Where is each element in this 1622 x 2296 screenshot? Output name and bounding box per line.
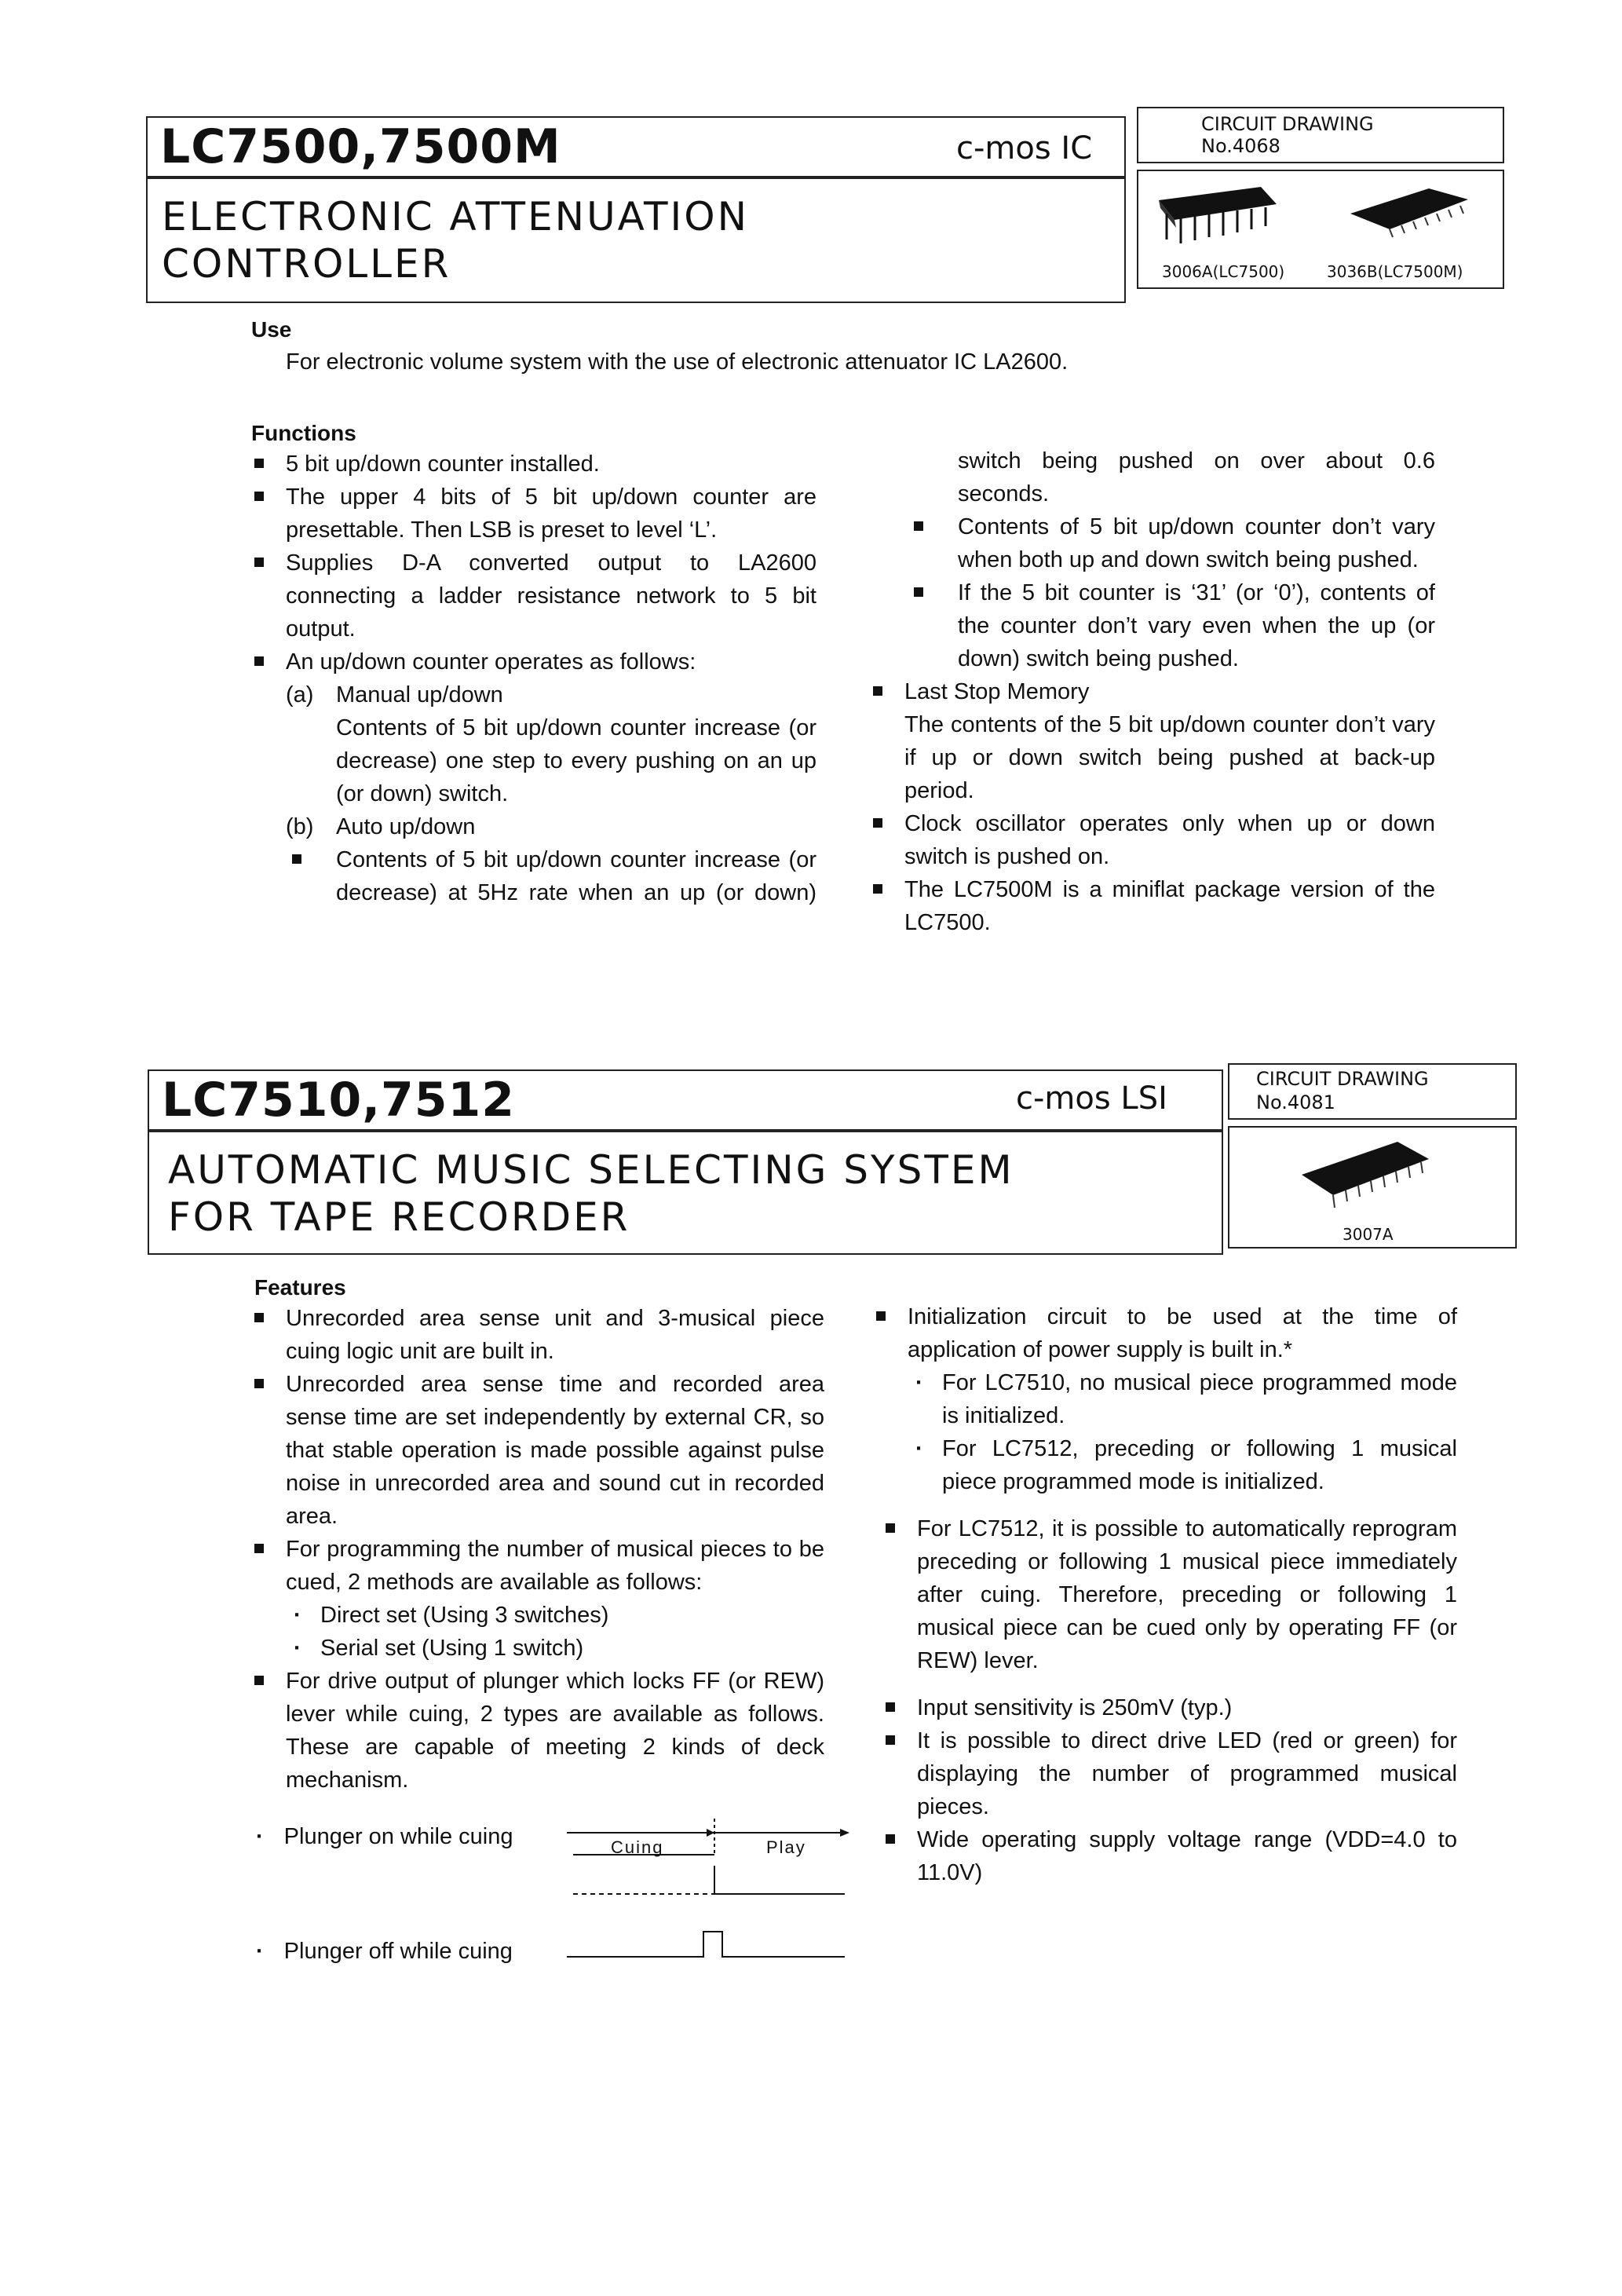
s2-feat-8: It is possible to direct drive LED (red or green) for displaying the number of programmed musical pieces. bbox=[882, 1724, 1457, 1823]
s2-feat-5-sub-1 bbox=[908, 1366, 1457, 1432]
plunger-off-text: Plunger off while cuing bbox=[283, 1939, 513, 1964]
s2-feat-1: Unrecorded area sense unit and 3-musical piece cuing logic unit are built in. bbox=[251, 1302, 824, 1368]
s1-subtitle-2: CONTROLLER bbox=[162, 241, 451, 287]
s1-pkg-1: 3006A(LC7500) bbox=[1162, 262, 1285, 281]
s1-pkg-2: 3036B(LC7500M) bbox=[1327, 262, 1463, 281]
plunger-timing-diagram bbox=[565, 1806, 856, 1967]
s2-pkg: 3007A bbox=[1343, 1225, 1394, 1244]
s2-right-column bbox=[873, 1300, 1457, 1889]
play-label: Play bbox=[766, 1837, 806, 1857]
s1-func-b-item-1: Contents of 5 bit up/down counter increase (or decrease) at 5Hz rate when an up (or down) bbox=[336, 847, 816, 905]
s2-feat-3-sub-1-text: Direct set (Using 3 switches) bbox=[320, 1603, 609, 1628]
s2-feat-3-sub-1 bbox=[286, 1599, 824, 1632]
s1-func-2: The upper 4 bits of 5 bit up/down counter are presettable. Then LSB is preset to level ‘L’. bbox=[251, 481, 816, 547]
s2-feat-5-sub-2 bbox=[908, 1432, 1457, 1498]
s2-type: c-mos LSI bbox=[1016, 1080, 1167, 1117]
s1-func-a-title: Manual up/down bbox=[336, 682, 503, 707]
s1-use-text: For electronic volume system with the use of electronic attenuator IC LA2600. bbox=[286, 349, 1069, 375]
s1-func-b-item-1-wrap bbox=[251, 843, 816, 909]
s1-circuit-drawing: CIRCUIT DRAWING bbox=[1201, 113, 1374, 135]
s1-func-b-title: Auto up/down bbox=[336, 814, 476, 839]
plunger-off-dot: · bbox=[256, 1939, 264, 1964]
s1-drawing-no: No.4068 bbox=[1201, 135, 1280, 157]
s1-func-4: An up/down counter operates as follows: bbox=[251, 645, 816, 678]
s1-func-7: The LC7500M is a miniflat package version of the LC7500. bbox=[870, 873, 1435, 939]
s2-feat-7: Input sensitivity is 250mV (typ.) bbox=[882, 1691, 1457, 1724]
s2-subtitle-2: FOR TAPE RECORDER bbox=[168, 1194, 630, 1240]
s1-func-b-item-3-wrap bbox=[870, 576, 1435, 675]
plunger-on-label bbox=[256, 1820, 513, 1853]
s1-func-b-item-2-wrap bbox=[870, 510, 1435, 576]
cuing-label: Cuing bbox=[611, 1837, 664, 1857]
s1-func-6: Clock oscillator operates only when up or down switch is pushed on. bbox=[870, 807, 1435, 873]
s1-func-b bbox=[251, 810, 816, 843]
s2-feat-5: Initialization circuit to be used at the time of application of power supply is built in.* bbox=[873, 1300, 1457, 1366]
s1-functions-heading: Functions bbox=[251, 421, 356, 445]
s2-subtitle-1: AUTOMATIC MUSIC SELECTING SYSTEM bbox=[168, 1147, 1014, 1193]
s1-right-column bbox=[870, 444, 1435, 939]
plunger-on-text: Plunger on while cuing bbox=[283, 1824, 513, 1849]
s1-func-b-item-1-continued: switch being pushed on over about 0.6 seconds. bbox=[958, 448, 1435, 506]
plunger-on-dot: · bbox=[256, 1824, 264, 1849]
s1-func-b-item-2: Contents of 5 bit up/down counter don’t vary when both up and down switch being pushed. bbox=[958, 514, 1435, 572]
s2-feat-4: For drive output of plunger which locks FF (or REW) lever while cuing, 2 types are available as follows. These are capable of meeting 2 kinds of deck mechanism. bbox=[251, 1665, 824, 1797]
s2-feat-6: For LC7512, it is possible to automatically reprogram preceding or following 1 musical piece immediately after cuing. Therefore, preceding or following 1 musical piece can be cued only by operating FF (or REW) lever. bbox=[882, 1512, 1457, 1677]
chip-3006a-image bbox=[1151, 181, 1284, 251]
s2-feat-5-sub-1-text: For LC7510, no musical piece programmed mode is initialized. bbox=[942, 1370, 1457, 1428]
s1-func-b-item-1-cont bbox=[870, 444, 1435, 510]
s2-feat-2: Unrecorded area sense time and recorded area sense time are set independently by external CR, so that stable operation is made possible against pulse noise in unrecorded area and sound cut in recorded area. bbox=[251, 1368, 824, 1533]
s2-drawing-no: No.4081 bbox=[1256, 1091, 1335, 1113]
s2-feat-9: Wide operating supply voltage range (VDD=4.0 to 11.0V) bbox=[882, 1823, 1457, 1889]
s2-left-column bbox=[251, 1302, 824, 1797]
s2-feat-3-sub-2 bbox=[286, 1632, 824, 1665]
s1-func-3: Supplies D-A converted output to LA2600 connecting a ladder resistance network to 5 bit output. bbox=[251, 547, 816, 645]
s1-subtitle-1: ELECTRONIC ATTENUATION bbox=[162, 194, 750, 239]
s1-func-a-text: Contents of 5 bit up/down counter increase (or decrease) one step to every pushing on an up (or down) switch. bbox=[336, 715, 816, 806]
s1-func-a-label: (a) bbox=[286, 682, 314, 707]
s1-left-column bbox=[251, 448, 816, 909]
s1-use-heading: Use bbox=[251, 317, 292, 342]
s1-func-b-label: (b) bbox=[286, 814, 314, 839]
s1-func-1: 5 bit up/down counter installed. bbox=[251, 448, 816, 481]
s1-func-b-item-3: If the 5 bit counter is ‘31’ (or ‘0’), contents of the counter don’t vary even when the up (or down) switch being pushed. bbox=[958, 580, 1435, 671]
s2-feat-5-sub-2-text: For LC7512, preceding or following 1 musical piece programmed mode is initialized. bbox=[942, 1436, 1457, 1494]
s2-circuit-drawing: CIRCUIT DRAWING bbox=[1256, 1068, 1429, 1090]
chip-3007a-image bbox=[1295, 1135, 1437, 1214]
s1-part-number: LC7500,7500M bbox=[160, 119, 561, 174]
s2-feat-3: For programming the number of musical pieces to be cued, 2 methods are available as follows: bbox=[251, 1533, 824, 1599]
s2-part-number: LC7510,7512 bbox=[162, 1073, 516, 1128]
s1-func-a bbox=[251, 678, 816, 711]
s1-func-5: Last Stop Memory The contents of the 5 bit up/down counter don’t vary if up or down switch being pushed at back-up period. bbox=[870, 675, 1435, 807]
s2-feat-3-sub-2-text: Serial set (Using 1 switch) bbox=[320, 1636, 584, 1661]
s2-features-heading: Features bbox=[254, 1275, 346, 1300]
s1-type: c-mos IC bbox=[956, 130, 1093, 166]
plunger-off-label bbox=[256, 1935, 513, 1968]
chip-3036b-image bbox=[1335, 182, 1476, 245]
